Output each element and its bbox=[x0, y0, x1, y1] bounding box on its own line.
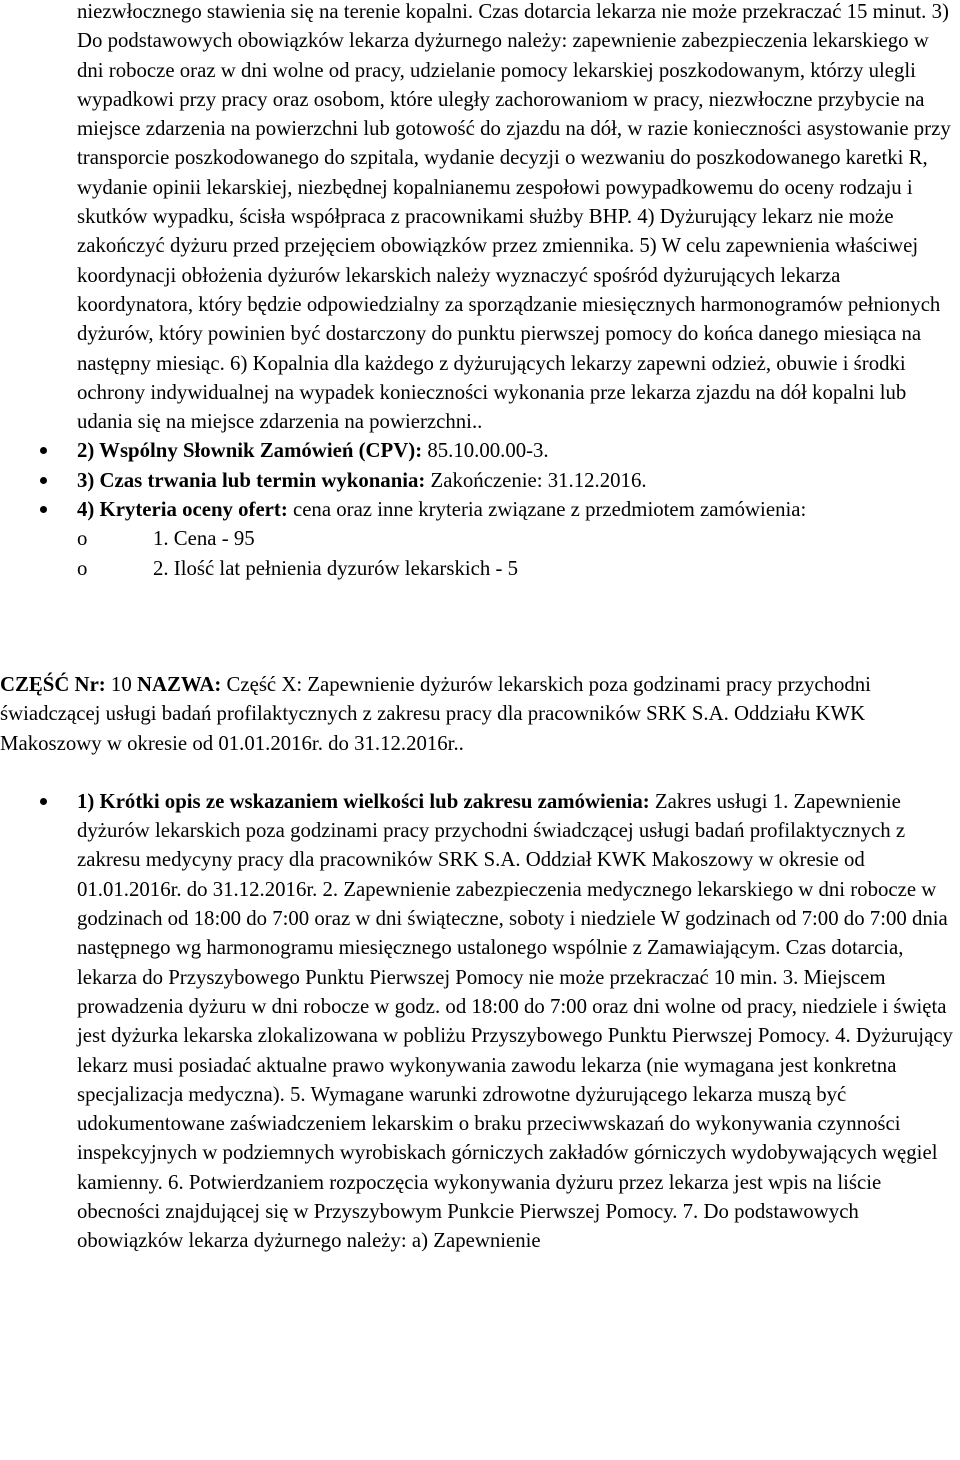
sublist-marker: o bbox=[77, 556, 88, 580]
criteria-price: 1. Cena - 95 bbox=[153, 527, 255, 551]
list-item-criteria bbox=[0, 495, 957, 583]
criteria-subitem bbox=[77, 524, 957, 553]
order-details-list bbox=[0, 436, 960, 582]
description-value: Zakres usługi 1. Zapewnienie dyżurów lekarskich poza godzinami pracy przychodni świadczącej usługi badań profilaktycznych z zakresu medycyny pracy dla pracowników SRK S.A. Oddział KWK Makoszowy w okresie od 01.01.2016r. do 31.12.2016r. 2. Zapewnienie zabezpieczenia medycznego lekarskiego w dni robocze w godzinach od 18:00 do 7:00 oraz w dni świąteczne, soboty i niedziele W godzinach od 7:00 do 7:00 dnia następnego wg harmonogramu miesięcznego ustalonego wspólnie z Zamawiającym. Czas dotarcia, lekarza do Przyszybowego Punktu Pierwszej Pomocy nie może przekraczać 10 min. 3. Miejscem prowadzenia dyżuru w dni robocze w godz. od 18:00 do 7:00 oraz dni wolne od pracy, niedziele i święta jest dyżurka lekarska zlokalizowana w pobliżu Przyszybowego Punktu Pierwszej Pomocy. 4. Dyżurujący lekarz musi posiadać aktualne prawo wykonywania zawodu lekarza (nie wymagana jest konkretna specjalizacja medyczna). 5. Wymagane warunki zdrowotne dyżurującego lekarza muszą być udokumentowane zaświadczeniem lekarskim o braku przeciwwskazań do wykonywania czynności inspekcyjnych w podziemnych wyrobiskach górniczych zakładów górniczych wydobywających węgiel kamienny. 6. Potwierdzaniem rozpoczęcia wykonywania dyżuru przez lekarza jest wpis na liście obecności znajdującej się w Przyszybowym Punkcie Pierwszej Pomocy. 7. Do podstawowych obowiązków lekarza dyżurnego należy: a) Zapewnienie bbox=[77, 789, 953, 1253]
duration-label: 3) Czas trwania lub termin wykonania: bbox=[77, 468, 426, 492]
criteria-experience: 2. Ilość lat pełnienia dyzurów lekarskich - 5 bbox=[153, 556, 518, 580]
sublist-marker: o bbox=[77, 527, 88, 551]
criteria-subitem bbox=[77, 554, 957, 583]
cpv-value: 85.10.00.00-3. bbox=[422, 439, 549, 463]
criteria-value: cena oraz inne kryteria związane z przedmiotem zamówienia: bbox=[287, 498, 807, 522]
spacer bbox=[0, 583, 960, 670]
duration-value: Zakończenie: 31.12.2016. bbox=[425, 468, 647, 492]
description-label: 1) Krótki opis ze wskazaniem wielkości lub zakresu zamówienia: bbox=[77, 789, 650, 813]
part-number-label: CZĘŚĆ Nr: bbox=[0, 672, 106, 696]
spacer bbox=[0, 758, 960, 787]
list-item-duration bbox=[0, 466, 957, 495]
list-item-description bbox=[0, 787, 957, 1256]
intro-paragraph: niezwłocznego stawienia się na terenie kopalni. Czas dotarcia lekarza nie może przekraczać 15 minut. 3) Do podstawowych obowiązków lekarza dyżurnego należy: zapewnienie zabezpieczenia lekarskiego w dni robocze oraz w dni wolne od pracy, udzielanie pomocy lekarskiej poszkodowanym, którzy ulegli wypadkowi przy pracy oraz osobom, które uległy zachorowaniom w pracy, niezwłoczne przybycie na miejsce zdarzenia na powierzchni lub gotowość do zjazdu na dół, w razie konieczności asystowanie przy transporcie poszkodowanego do szpitala, wydanie decyzji o wezwaniu do poszkodowanego karetki R, wydanie opinii lekarskiej, niezbędnej kopalnianemu zespołowi powypadkowemu do oceny rodzaju i skutków wypadku, ścisła współpraca z pracownikami służby BHP. 4) Dyżurujący lekarz nie może zakończyć dyżuru przed przejęciem obowiązków przez zmiennika. 5) W celu zapewnienia właściwej koordynacji obłożenia dyżurów lekarskich należy wyznaczyć spośród dyżurujących lekarza koordynatora, który będzie odpowiedzialny za sporządzanie miesięcznych harmonogramów pełnionych dyżurów, który powinien być dostarczony do punktu pierwszej pomocy do końca danego miesiąca na następny miesiąc. 6) Kopalnia dla każdego z dyżurujących lekarzy zapewni odzież, obuwie i środki ochrony indywidualnej na wypadek konieczności wykonania prze lekarza zjazdu na dół kopalni lub udania się na miejsce zdarzenia na powierzchni.. bbox=[77, 0, 951, 434]
cpv-label: 2) Wspólny Słownik Zamówień (CPV): bbox=[77, 439, 423, 463]
criteria-label: 4) Kryteria oceny ofert: bbox=[77, 498, 288, 522]
list-item-cpv bbox=[0, 436, 957, 465]
part-heading bbox=[0, 670, 960, 758]
part-details-list bbox=[0, 787, 960, 1256]
part-name: Część X: Zapewnienie dyżurów lekarskich poza godzinami pracy przychodni świadczącej usługi badań profilaktycznych z zakresu pracy dla pracowników SRK S.A. Oddziału KWK Makoszowy w okresie od 01.01.2016r. do 31.12.2016r.. bbox=[0, 672, 871, 755]
part-name-label: NAZWA: bbox=[136, 672, 222, 696]
criteria-sublist bbox=[77, 524, 957, 583]
part-number: 10 bbox=[105, 672, 137, 696]
